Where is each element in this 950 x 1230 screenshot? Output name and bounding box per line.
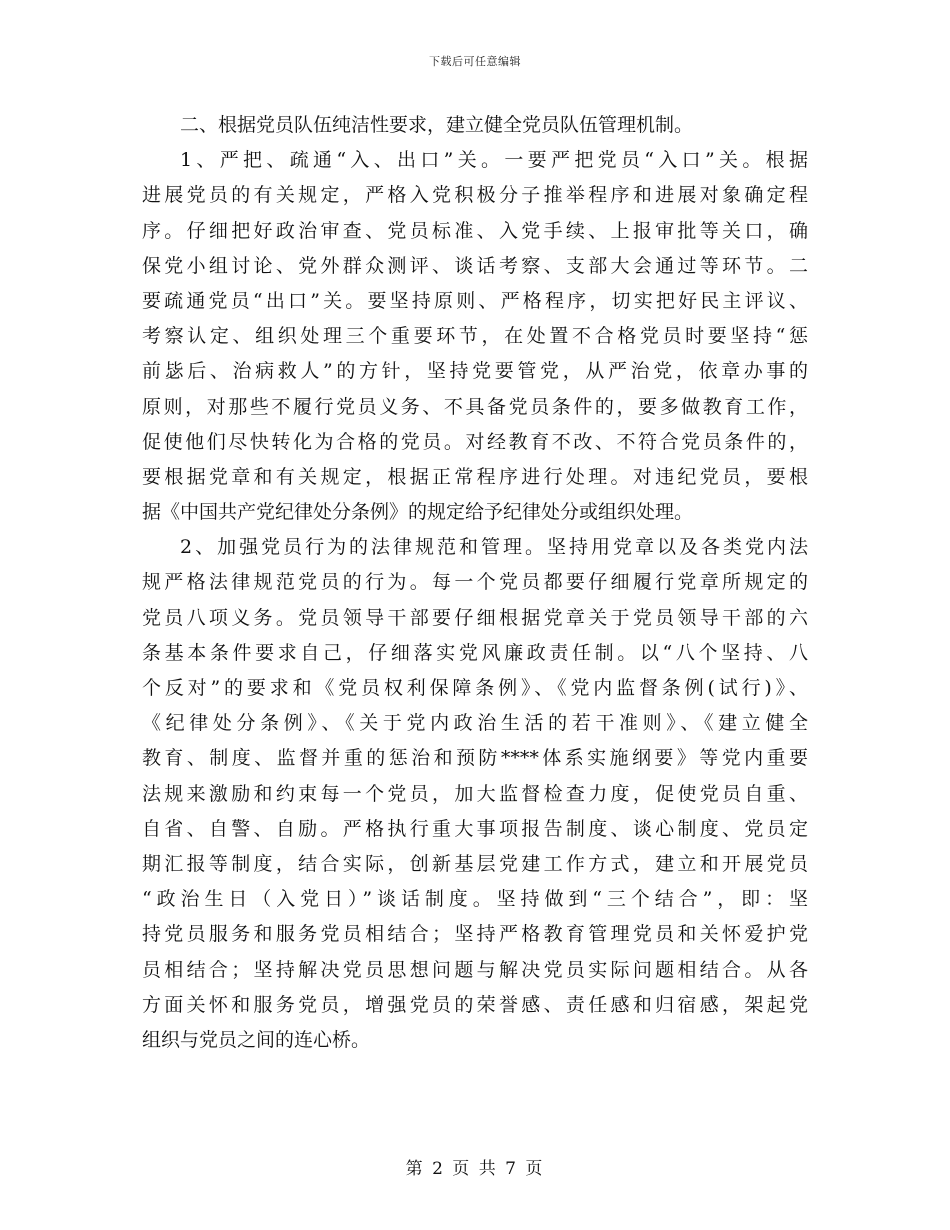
text-line: 1、严把、疏通“入、出口”关。一要严把党员“入口”关。根据 xyxy=(180,149,808,172)
text-line: 条基本条件要求自己，仔细落实党风廉政责任制。以“八个坚持、八 xyxy=(142,641,808,664)
text-line: 据《中国共产党纪律处分条例》的规定给予纪律处分或组织处理。 xyxy=(142,501,694,524)
text-line: 法规来激励和约束每一个党员，加大监督检查力度，促使党员自重、 xyxy=(142,782,808,805)
text-line: 自省、自警、自励。严格执行重大事项报告制度、谈心制度、党员定 xyxy=(142,817,808,840)
text-line: 《纪律处分条例》、《关于党内政治生活的若干准则》、《建立健全 xyxy=(142,712,808,735)
text-line: 方面关怀和服务党员，增强党员的荣誉感、责任感和归宿感，架起党 xyxy=(142,993,808,1016)
page-number: 第 2 页 共 7 页 xyxy=(405,1159,545,1179)
text-line: 促使他们尽快转化为合格的党员。对经教育不改、不符合党员条件的， xyxy=(142,430,808,453)
text-line: 组织与党员之间的连心桥。 xyxy=(142,1028,371,1051)
text-line: 序。仔细把好政治审查、党员标准、入党手续、上报审批等关口，确 xyxy=(142,219,808,242)
text-line: 二、根据党员队伍纯洁性要求，建立健全党员队伍管理机制。 xyxy=(180,114,694,136)
text-line: 2、加强党员行为的法律规范和管理。坚持用党章以及各类党内法 xyxy=(180,536,808,559)
text-line: 规严格法律规范党员的行为。每一个党员都要仔细履行党章所规定的 xyxy=(142,571,808,594)
text-line: 前毖后、治病救人”的方针，坚持党要管党，从严治党，依章办事的 xyxy=(142,360,808,383)
text-line: 要疏通党员“出口”关。要坚持原则、严格程序，切实把好民主评议、 xyxy=(142,289,808,312)
document-body xyxy=(142,108,808,1058)
text-line: 原则，对那些不履行党员义务、不具备党员条件的，要多做教育工作， xyxy=(142,395,808,418)
text-line: 党员八项义务。党员领导干部要仔细根据党章关于党员领导干部的六 xyxy=(142,606,808,629)
text-line: 员相结合；坚持解决党员思想问题与解决党员实际问题相结合。从各 xyxy=(142,958,808,981)
text-line: “政治生日（入党日）”谈话制度。坚持做到“三个结合”，即：坚 xyxy=(142,888,808,911)
text-line: 保党小组讨论、党外群众测评、谈话考察、支部大会通过等环节。二 xyxy=(142,254,808,277)
text-line: 持党员服务和服务党员相结合；坚持严格教育管理党员和关怀爱护党 xyxy=(142,923,808,946)
page-header: 下载后可任意编辑 xyxy=(429,55,521,68)
text-line: 进展党员的有关规定，严格入党积极分子推举程序和进展对象确定程 xyxy=(142,184,808,207)
text-line: 要根据党章和有关规定，根据正常程序进行处理。对违纪党员，要根 xyxy=(142,465,808,488)
text-line: 个反对”的要求和《党员权利保障条例》、《党内监督条例(试行)》、 xyxy=(142,677,808,699)
text-line: 期汇报等制度，结合实际，创新基层党建工作方式，建立和开展党员 xyxy=(142,852,808,875)
text-line: 教育、制度、监督并重的惩治和预防****体系实施纲要》等党内重要 xyxy=(142,747,808,770)
text-line: 考察认定、组织处理三个重要环节，在处置不合格党员时要坚持“惩 xyxy=(142,325,808,348)
